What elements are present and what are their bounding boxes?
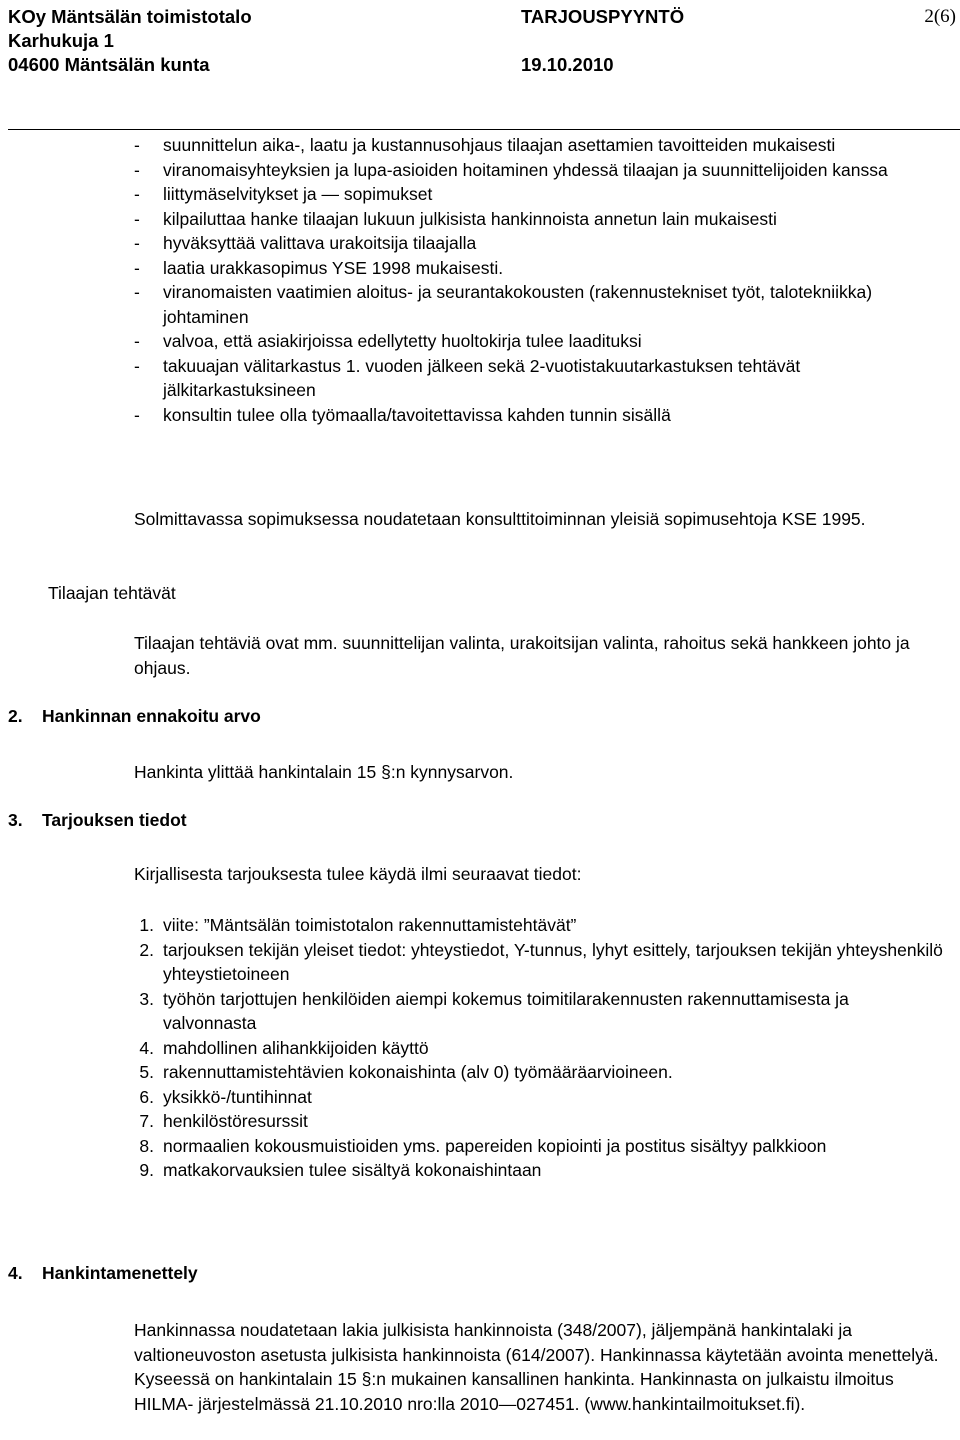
street-address: Karhukuja 1 — [8, 30, 114, 51]
list-item: - hyväksyttää valittava urakoitsija tilaajalla — [134, 231, 944, 256]
list-item: 4. mahdollinen alihankkijoiden käyttö — [139, 1037, 429, 1058]
list-item: - liittymäselvitykset ja — sopimukset — [134, 182, 944, 207]
postal-address: 04600 Mäntsälän kunta — [8, 54, 210, 75]
sender-address — [8, 5, 252, 77]
doc-date: 19.10.2010 — [521, 54, 614, 75]
list-item: - valvoa, että asiakirjoissa edellytetty huoltokirja tulee laadituksi — [134, 329, 944, 354]
list-item: 7. henkilöstöresurssit — [139, 1111, 308, 1131]
section-2-heading: 2. Hankinnan ennakoitu arvo — [8, 706, 261, 726]
list-item: - viranomaisyhteyksien ja lupa-asioiden hoitaminen yhdessä tilaajan ja suunnittelijoiden kanssa — [134, 158, 944, 183]
list-item: 8. normaalien kokousmuistioiden yms. papereiden kopiointi ja postitus sisältyy palkkioon — [139, 1135, 827, 1156]
doc-meta — [521, 5, 684, 77]
list-item: 2. tarjouksen tekijän yleiset tiedot: yhteystiedot, Y-tunnus, lyhyt esittely, tarjouksen tekijän yhteyshenkilö yhteystietoineen — [139, 939, 943, 984]
client-tasks-label: Tilaajan tehtävät — [48, 583, 176, 603]
org-name: KOy Mäntsälän toimistotalo — [8, 6, 252, 27]
list-item: - konsultin tulee olla työmaalla/tavoitettavissa kahden tunnin sisällä — [134, 403, 944, 428]
offer-info-list — [134, 913, 944, 1183]
list-item: - viranomaisten vaatimien aloitus- ja seurantakokousten (rakennustekniset työt, talotekniikka) johtaminen — [134, 280, 944, 329]
list-item: 3. työhön tarjottujen henkilöiden aiempi kokemus toimitilarakennusten rakennuttamisesta ja valvonnasta — [139, 988, 849, 1033]
list-item: - takuuajan välitarkastus 1. vuoden jälkeen sekä 2-vuotistakuutarkastuksen tehtävät jälkitarkastuksineen — [134, 354, 944, 403]
list-item: - suunnittelun aika-, laatu ja kustannusohjaus tilaajan asettamien tavoitteiden mukaisesti — [134, 133, 944, 158]
list-item: - laatia urakkasopimus YSE 1998 mukaisesti. — [134, 256, 944, 281]
header-divider — [8, 129, 960, 130]
list-item: 1. viite: ”Mäntsälän toimistotalon rakennuttamistehtävät” — [139, 915, 577, 935]
page-number: 2(6) — [924, 6, 956, 27]
list-item: - kilpailuttaa hanke tilaajan lukuun julkisista hankinnoista annetun lain mukaisesti — [134, 207, 944, 232]
section-3-heading: 3. Tarjouksen tiedot — [8, 810, 187, 830]
doc-type: TARJOUSPYYNTÖ — [521, 6, 685, 27]
list-item: 5. rakennuttamistehtävien kokonaishinta (alv 0) työmääräarvioineen. — [139, 1062, 673, 1082]
section-4-heading: 4. Hankintamenettely — [8, 1263, 198, 1283]
consultant-task-list — [134, 133, 944, 427]
client-tasks-text: Tilaajan tehtäviä ovat mm. suunnittelijan valinta, urakoitsijan valinta, rahoitus sekä hankkeen johto ja ohjaus. — [134, 633, 910, 678]
section-3-intro: Kirjallisesta tarjouksesta tulee käydä ilmi seuraavat tiedot: — [134, 864, 582, 884]
list-item: 6. yksikkö-/tuntihinnat — [139, 1086, 312, 1107]
section-2-text: Hankinta ylittää hankintalain 15 §:n kynnysarvon. — [134, 762, 514, 782]
contract-note: Solmittavassa sopimuksessa noudatetaan konsulttitoiminnan yleisiä sopimusehtoja KSE 1995. — [134, 509, 866, 529]
list-item: 9. matkakorvauksien tulee sisältyä kokonaishintaan — [139, 1160, 542, 1180]
section-4-text: Hankinnassa noudatetaan lakia julkisista hankinnoista (348/2007), jäljempänä hankintalaki ja valtioneuvoston asetusta julkisista hankinnoista (614/2007). Hankinnassa käytetään avointa menettelyä. Kyseessä on hankintalain 15 §:n mukainen kansallinen hankinta. Hankinnasta on julkaistu ilmoitus HILMA- järjestelmässä 21.10.2010 nro:lla 2010—027451. (www.hankintailmoitukset.fi). — [134, 1320, 939, 1414]
